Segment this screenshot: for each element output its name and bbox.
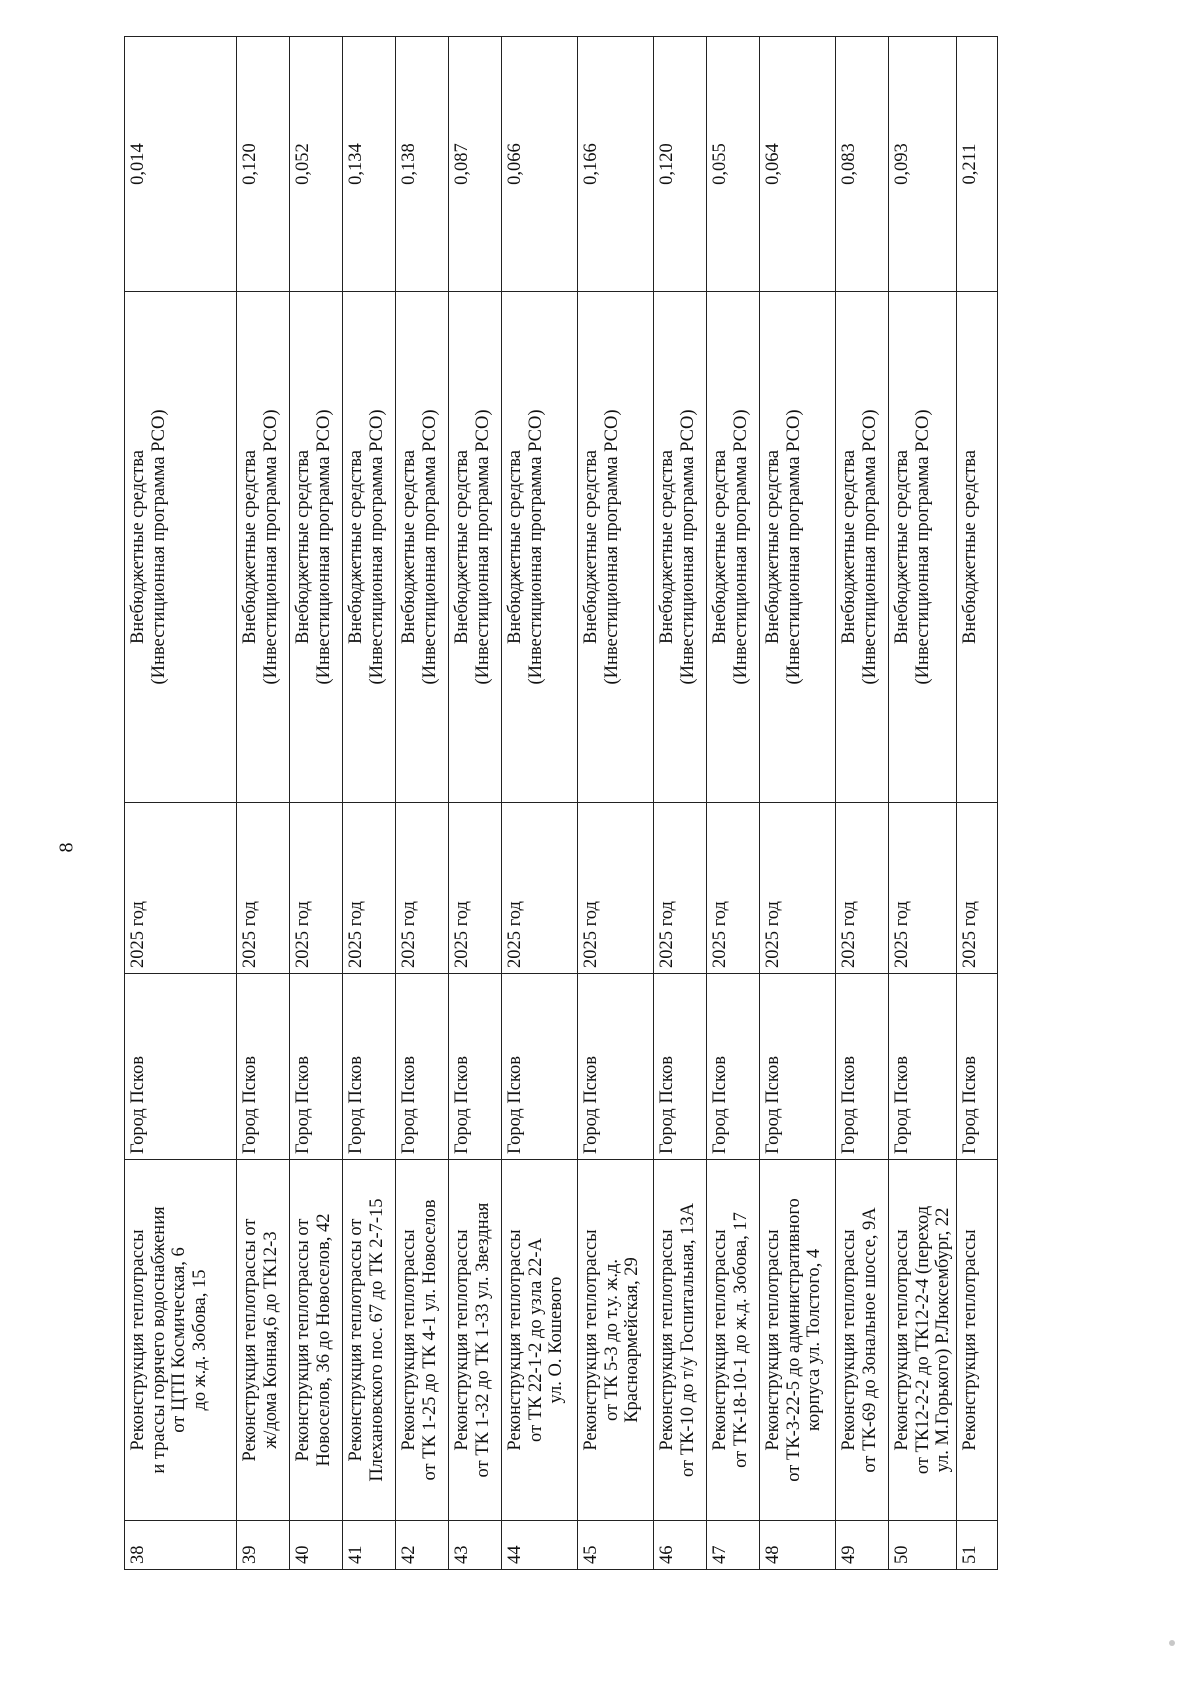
work-name-cell-line: ул. М.Горького) Р.Люксембург, 22	[933, 1207, 954, 1473]
year-cell: 2025 год	[125, 803, 237, 974]
work-name-cell-line: от ТК12-2-2 до ТК12-2-4 (переход	[912, 1205, 933, 1475]
location-cell: Город Псков	[654, 974, 707, 1160]
year-cell: 2025 год	[836, 803, 889, 974]
work-name-cell	[760, 1160, 836, 1521]
funding-source-cell	[343, 292, 396, 803]
work-name-cell	[707, 1160, 760, 1521]
funding-source-cell	[836, 292, 889, 803]
work-name-cell-line: Плехановского пос. 67 до ТК 2-7-15	[366, 1198, 387, 1482]
row-number-cell: 45	[578, 1521, 654, 1570]
funding-source-cell-line: (Инвестиционная программа РСО)	[783, 409, 804, 685]
row-number-cell: 43	[449, 1521, 502, 1570]
funding-source-cell	[654, 292, 707, 803]
value-cell: 0,134	[343, 37, 396, 292]
work-name-cell	[654, 1160, 707, 1521]
location-cell: Город Псков	[125, 974, 237, 1160]
row-number-cell: 46	[654, 1521, 707, 1570]
funding-source-cell-line: (Инвестиционная программа РСО)	[366, 409, 387, 685]
funding-source-cell-line: Внебюджетные средства	[452, 450, 472, 644]
work-name-cell-line: Реконструкция теплотрассы	[452, 1229, 472, 1451]
funding-source-cell	[396, 292, 449, 803]
work-name-cell-line: Новоселов, 36 до Новоселов, 42	[313, 1213, 334, 1467]
work-name-cell-line: ул. О. Кошевого	[546, 1276, 567, 1404]
table-row	[836, 37, 889, 1570]
funding-source-cell-line: Внебюджетные средства	[240, 450, 260, 644]
location-cell: Город Псков	[396, 974, 449, 1160]
funding-source-cell	[578, 292, 654, 803]
row-number-cell: 40	[290, 1521, 343, 1570]
work-name-cell-line: Реконструкция теплотрассы от	[293, 1218, 313, 1462]
funding-source-cell-line: Внебюджетные средства	[399, 450, 419, 644]
location-cell: Город Псков	[707, 974, 760, 1160]
rotated-table-inner	[124, 103, 1058, 1570]
year-cell: 2025 год	[957, 803, 998, 974]
table-row	[889, 37, 957, 1570]
row-number-cell: 48	[760, 1521, 836, 1570]
row-number-cell: 49	[836, 1521, 889, 1570]
work-name-cell-line: Реконструкция теплотрассы	[581, 1229, 601, 1451]
year-cell: 2025 год	[889, 803, 957, 974]
work-name-cell-line: от ТК-69 до Зональное шоссе, 9А	[859, 1207, 880, 1473]
funding-source-cell	[760, 292, 836, 803]
page-number: 8	[55, 842, 78, 853]
funding-source-cell-line: (Инвестиционная программа РСО)	[730, 409, 751, 685]
work-name-cell-line: Реконструкция теплотрассы от	[346, 1218, 366, 1462]
value-cell: 0,138	[396, 37, 449, 292]
row-number-cell: 38	[125, 1521, 237, 1570]
value-cell: 0,083	[836, 37, 889, 292]
work-name-cell	[396, 1160, 449, 1521]
work-name-cell-line: Реконструкция теплотрассы	[763, 1229, 783, 1451]
value-cell: 0,055	[707, 37, 760, 292]
work-name-cell-line: Реконструкция теплотрассы	[710, 1229, 730, 1451]
funding-source-cell-line: Внебюджетные средства	[581, 450, 601, 644]
year-cell: 2025 год	[343, 803, 396, 974]
table-row	[578, 37, 654, 1570]
work-name-cell-line: от ТК-10 до т/у Госпитальная, 13А	[677, 1203, 698, 1477]
work-name-cell-line: и трассы горячего водоснабжения	[148, 1206, 169, 1474]
table-row	[449, 37, 502, 1570]
work-name-cell-line: от ТК-3-22-5 до административного	[783, 1198, 804, 1482]
rotated-table-wrapper	[124, 103, 1058, 1570]
funding-source-cell-line: (Инвестиционная программа РСО)	[148, 409, 169, 685]
work-name-cell	[957, 1160, 998, 1521]
funding-source-cell	[957, 292, 998, 803]
year-cell: 2025 год	[654, 803, 707, 974]
work-name-cell-line: Реконструкция теплотрассы	[657, 1229, 677, 1451]
table-row	[343, 37, 396, 1570]
work-name-cell-line: Реконструкция теплотрассы	[399, 1229, 419, 1451]
funding-source-cell	[125, 292, 237, 803]
year-cell: 2025 год	[396, 803, 449, 974]
year-cell: 2025 год	[578, 803, 654, 974]
value-cell: 0,120	[654, 37, 707, 292]
funding-source-cell-line: Внебюджетные средства	[128, 450, 148, 644]
work-name-cell	[836, 1160, 889, 1521]
value-cell: 0,066	[502, 37, 578, 292]
location-cell: Город Псков	[449, 974, 502, 1160]
table-row	[957, 37, 998, 1570]
year-cell: 2025 год	[290, 803, 343, 974]
work-name-cell-line: от ТК-18-10-1 до ж.д. Зобова, 17	[730, 1212, 751, 1468]
funding-source-cell-line: (Инвестиционная программа РСО)	[859, 409, 880, 685]
funding-source-cell-line: (Инвестиционная программа РСО)	[419, 409, 440, 685]
year-cell: 2025 год	[449, 803, 502, 974]
work-name-cell-line: Реконструкция теплотрассы	[960, 1229, 981, 1451]
funding-source-cell-line: Внебюджетные средства	[763, 450, 783, 644]
row-number-cell: 39	[237, 1521, 290, 1570]
work-name-cell-line: Красноармейская, 29	[622, 1257, 643, 1423]
value-cell: 0,120	[237, 37, 290, 292]
work-name-cell	[237, 1160, 290, 1521]
value-cell: 0,093	[889, 37, 957, 292]
funding-source-cell	[707, 292, 760, 803]
location-cell: Город Псков	[889, 974, 957, 1160]
work-name-cell-line: корпуса ул. Толстого, 4	[804, 1248, 825, 1432]
work-name-cell	[889, 1160, 957, 1521]
work-name-cell-line: от ЦТП Космическая, 6	[169, 1247, 190, 1433]
table-row	[502, 37, 578, 1570]
work-name-cell-line: от ТК 1-32 до ТК 1-33 ул. Звездная	[472, 1202, 493, 1478]
work-name-cell-line: Реконструкция теплотрассы	[128, 1229, 148, 1451]
funding-source-cell-line: Внебюджетные средства	[657, 450, 677, 644]
funding-source-cell-line: Внебюджетные средства	[346, 450, 366, 644]
funding-source-cell-line: (Инвестиционная программа РСО)	[313, 409, 334, 685]
work-name-cell-line: от ТК 22-1-2 до узла 22-А	[525, 1238, 546, 1442]
work-name-cell-line: от ТК 5-3 до т.у. ж.д.	[601, 1259, 622, 1421]
location-cell: Город Псков	[957, 974, 998, 1160]
work-name-cell-line: ж/дома Конная,6 до ТК12-3	[260, 1231, 281, 1449]
funding-source-cell	[889, 292, 957, 803]
value-cell: 0,087	[449, 37, 502, 292]
funding-source-cell-line: Внебюджетные средства	[505, 450, 525, 644]
works-table-body	[125, 37, 998, 1570]
location-cell: Город Псков	[760, 974, 836, 1160]
year-cell: 2025 год	[760, 803, 836, 974]
funding-source-cell-line: (Инвестиционная программа РСО)	[472, 409, 493, 685]
funding-source-cell-line: (Инвестиционная программа РСО)	[912, 409, 933, 685]
row-number-cell: 50	[889, 1521, 957, 1570]
table-row	[760, 37, 836, 1570]
location-cell: Город Псков	[502, 974, 578, 1160]
value-cell: 0,014	[125, 37, 237, 292]
year-cell: 2025 год	[502, 803, 578, 974]
work-name-cell	[125, 1160, 237, 1521]
funding-source-cell-line: (Инвестиционная программа РСО)	[260, 409, 281, 685]
work-name-cell	[578, 1160, 654, 1521]
funding-source-cell-line: (Инвестиционная программа РСО)	[677, 409, 698, 685]
location-cell: Город Псков	[237, 974, 290, 1160]
work-name-cell	[290, 1160, 343, 1521]
year-cell: 2025 год	[707, 803, 760, 974]
row-number-cell: 47	[707, 1521, 760, 1570]
year-cell: 2025 год	[237, 803, 290, 974]
work-name-cell-line: Реконструкция теплотрассы от	[240, 1218, 260, 1462]
value-cell: 0,064	[760, 37, 836, 292]
value-cell: 0,211	[957, 37, 998, 292]
work-name-cell	[343, 1160, 396, 1521]
funding-source-cell-line: Внебюджетные средства	[710, 450, 730, 644]
funding-source-cell-line: (Инвестиционная программа РСО)	[525, 409, 546, 685]
funding-source-cell-line: Внебюджетные средства	[839, 450, 859, 644]
funding-source-cell	[449, 292, 502, 803]
table-row	[707, 37, 760, 1570]
row-number-cell: 44	[502, 1521, 578, 1570]
location-cell: Город Псков	[578, 974, 654, 1160]
table-row	[125, 37, 237, 1570]
scan-dot	[1169, 1640, 1175, 1646]
funding-source-cell	[290, 292, 343, 803]
funding-source-cell-line: (Инвестиционная программа РСО)	[601, 409, 622, 685]
work-name-cell-line: от ТК 1-25 до ТК 4-1 ул. Новоселов	[419, 1199, 440, 1481]
work-name-cell	[449, 1160, 502, 1521]
funding-source-cell	[237, 292, 290, 803]
work-name-cell-line: до ж.д. Зобова, 15	[190, 1269, 211, 1411]
location-cell: Город Псков	[343, 974, 396, 1160]
funding-source-cell	[502, 292, 578, 803]
row-number-cell: 51	[957, 1521, 998, 1570]
table-row	[396, 37, 449, 1570]
works-table	[124, 36, 998, 1570]
work-name-cell-line: Реконструкция теплотрассы	[505, 1229, 525, 1451]
table-row	[290, 37, 343, 1570]
funding-source-cell-line: Внебюджетные средства	[892, 450, 912, 644]
table-row	[654, 37, 707, 1570]
location-cell: Город Псков	[836, 974, 889, 1160]
value-cell: 0,166	[578, 37, 654, 292]
work-name-cell-line: Реконструкция теплотрассы	[892, 1229, 912, 1451]
funding-source-cell-line: Внебюджетные средства	[293, 450, 313, 644]
value-cell: 0,052	[290, 37, 343, 292]
row-number-cell: 41	[343, 1521, 396, 1570]
work-name-cell	[502, 1160, 578, 1521]
table-row	[237, 37, 290, 1570]
row-number-cell: 42	[396, 1521, 449, 1570]
work-name-cell-line: Реконструкция теплотрассы	[839, 1229, 859, 1451]
location-cell: Город Псков	[290, 974, 343, 1160]
funding-source-cell-line: Внебюджетные средства	[960, 450, 981, 644]
